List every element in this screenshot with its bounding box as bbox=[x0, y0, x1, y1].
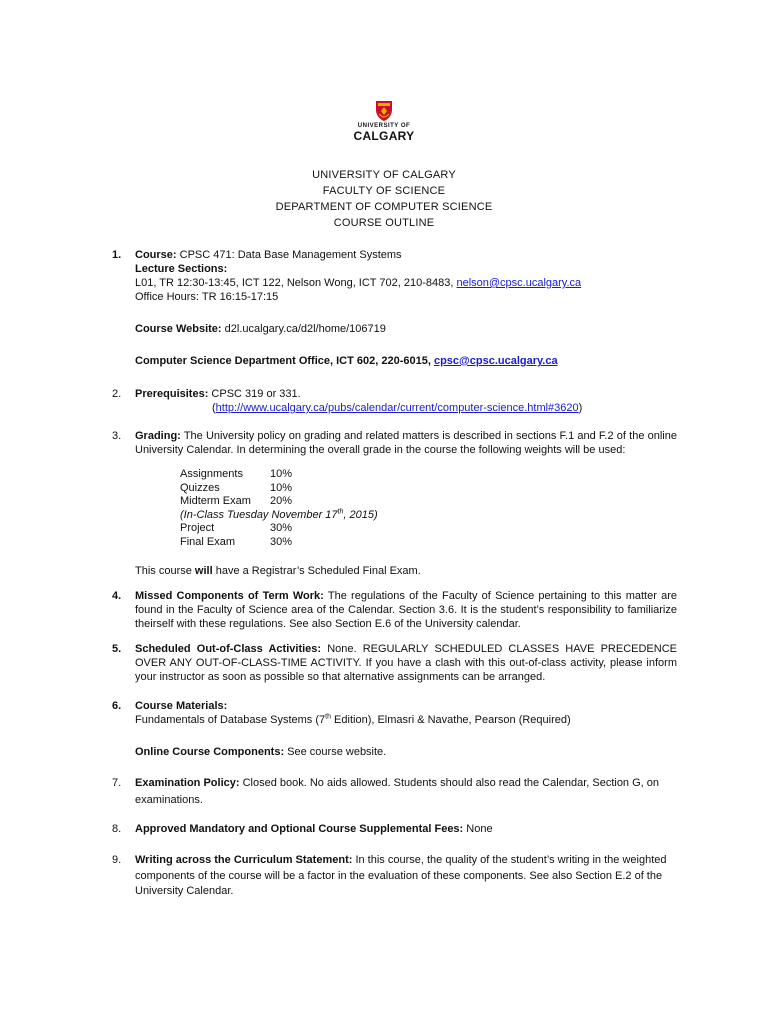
instructor-email-link[interactable]: nelson@cpsc.ucalgary.ca bbox=[456, 277, 582, 289]
final-exam-note bbox=[135, 564, 421, 578]
document-header bbox=[0, 167, 768, 231]
supplemental-fees-text: None bbox=[463, 823, 493, 835]
grade-value: 30% bbox=[270, 535, 293, 548]
supplemental-fees-label: Approved Mandatory and Optional Course Supplemental Fees: bbox=[135, 823, 464, 835]
university-logo bbox=[352, 100, 416, 150]
grade-name: Assignments bbox=[180, 468, 243, 480]
midterm-note-sup: th bbox=[337, 508, 344, 516]
midterm-note-text-end: , 2015) bbox=[343, 508, 378, 521]
final-exam-text: This course bbox=[135, 565, 195, 577]
writing-curriculum-text: In this course, the quality of the student’s writing in the weighted components of the course will be a factor in the evaluation of these components. See also Section E.2 of the University Calendar. bbox=[135, 854, 667, 897]
section-number: 4. bbox=[112, 590, 122, 602]
textbook-sup: th bbox=[325, 713, 331, 721]
grade-value: 10% bbox=[270, 481, 293, 494]
course-website-text: d2l.ucalgary.ca/d2l/home/106719 bbox=[221, 323, 386, 335]
grade-name: Project bbox=[180, 522, 215, 535]
online-components-text: See course website. bbox=[284, 746, 387, 758]
calendar-url-link[interactable]: http://www.ucalgary.ca/pubs/calendar/current/computer-science.html#3620 bbox=[215, 402, 579, 414]
section-number: 9. bbox=[112, 854, 122, 866]
final-exam-bold: will bbox=[194, 565, 213, 577]
logo-line-1: UNIVERSITY OF bbox=[357, 123, 411, 129]
section-number: 5. bbox=[112, 643, 122, 655]
header-title: COURSE OUTLINE bbox=[333, 217, 435, 229]
examination-policy-text: Closed book. No aids allowed. Students should also read the Calendar, Section G, on examinations. bbox=[135, 777, 660, 806]
header-faculty: FACULTY OF SCIENCE bbox=[322, 185, 446, 197]
prerequisites-text: CPSC 319 or 331. bbox=[208, 388, 301, 400]
department-office bbox=[135, 354, 558, 368]
lecture-sections-text: L01, TR 12:30-13:45, ICT 122, Nelson Wong, ICT 702, 210-8483, bbox=[135, 277, 457, 289]
out-of-class-label: Scheduled Out-of-Class Activities: bbox=[135, 643, 322, 655]
logo-line-2: CALGARY bbox=[353, 129, 415, 143]
grade-name: Midterm Exam bbox=[180, 495, 251, 508]
course-materials-label: Course Materials: bbox=[135, 700, 228, 712]
prerequisites-label: Prerequisites: bbox=[135, 388, 209, 400]
paren-open: ( bbox=[212, 402, 216, 414]
department-office-label: Computer Science Department Office, ICT 602, 220-6015, bbox=[135, 355, 434, 367]
missed-components-label: Missed Components of Term Work: bbox=[135, 590, 324, 602]
midterm-note-text: (In-Class Tuesday November 17 bbox=[180, 508, 338, 521]
grading-label: Grading: bbox=[135, 430, 181, 442]
out-of-class-text: None. REGULARLY SCHEDULED CLASSES HAVE PRECEDENCE OVER ANY OUT-OF-CLASS-TIME ACTIVITY. If you have a clash with this out-of-class activity, please inform your instructor as soon as possible so that alternative assignments can be arranged. bbox=[135, 643, 677, 683]
crest-icon bbox=[375, 100, 393, 122]
writing-curriculum-label: Writing across the Curriculum Statement: bbox=[135, 854, 353, 866]
online-components-label: Online Course Components: bbox=[135, 746, 285, 758]
grading-text: The University policy on grading and related matters is described in sections F.1 and F.2 of the online University Calendar. In determining the overall grade in the course the following weights will be used: bbox=[135, 430, 677, 456]
missed-components-text: The regulations of the Faculty of Science pertaining to this matter are found in the Faculty of Science area of the Calendar. Section 3.6. It is the student’s responsibility to familiarize theirself with these regulations. See also Section E.6 of the University calendar. bbox=[135, 590, 677, 630]
section-number: 8. bbox=[112, 823, 122, 835]
section-number: 1. bbox=[112, 249, 122, 261]
header-university: UNIVERSITY OF CALGARY bbox=[312, 169, 456, 181]
office-hours: Office Hours: TR 16:15-17:15 bbox=[135, 291, 279, 303]
textbook bbox=[135, 713, 677, 727]
textbook-text: Fundamentals of Database Systems (7 bbox=[135, 714, 326, 726]
grade-value: 30% bbox=[270, 522, 293, 535]
online-components bbox=[135, 745, 386, 759]
grade-value: 10% bbox=[270, 468, 293, 480]
course-label: Course: bbox=[135, 249, 177, 261]
final-exam-text-end: have a Registrar’s Scheduled Final Exam. bbox=[212, 565, 421, 577]
section-number: 7. bbox=[112, 777, 122, 789]
section-number: 2. bbox=[112, 388, 122, 400]
department-email-link[interactable]: cpsc@cpsc.ucalgary.ca bbox=[433, 355, 558, 367]
paren-close: ) bbox=[578, 402, 583, 414]
course-website-label: Course Website: bbox=[135, 323, 222, 335]
section-number: 3. bbox=[112, 430, 122, 442]
lecture-sections-label: Lecture Sections: bbox=[135, 263, 228, 275]
textbook-text-end: Edition), Elmasri & Navathe, Pearson (Required) bbox=[331, 714, 571, 726]
course-website bbox=[135, 322, 386, 336]
section-number: 6. bbox=[112, 700, 122, 712]
grade-name: Quizzes bbox=[180, 481, 220, 494]
course-text: CPSC 471: Data Base Management Systems bbox=[176, 249, 402, 261]
grade-value: 20% bbox=[270, 495, 293, 508]
examination-policy-label: Examination Policy: bbox=[135, 777, 240, 789]
grade-name: Final Exam bbox=[180, 535, 236, 548]
header-department: DEPARTMENT OF COMPUTER SCIENCE bbox=[275, 201, 493, 213]
